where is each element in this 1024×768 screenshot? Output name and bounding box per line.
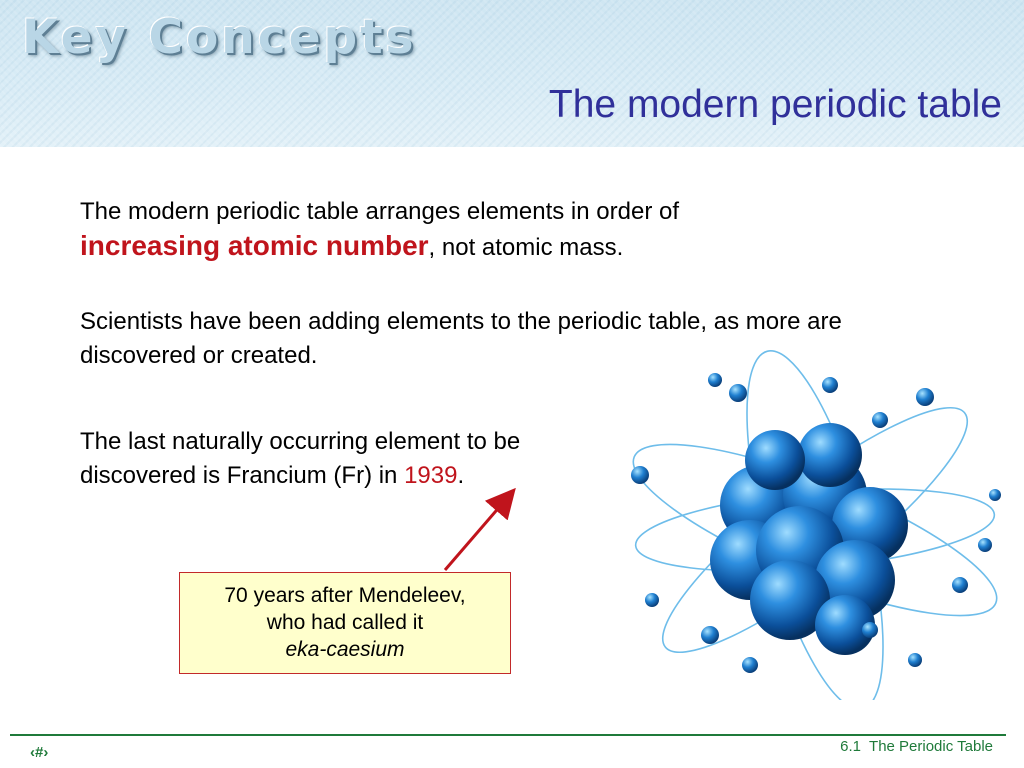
paragraph-text: The last naturally occurring element to be discovered is Francium (Fr) in [80,428,521,489]
footer-divider [10,734,1006,736]
atom-icon [600,345,1024,700]
paragraph-text: . [457,462,465,489]
paragraph-francium [80,425,620,493]
slide-title: The modern periodic table [548,83,1002,126]
callout-line-italic: eka-caesium [285,638,405,661]
paragraph-ordering [80,195,960,265]
footer-section-label: 6.1 The Periodic Table [840,738,993,755]
callout-line: 70 years after Mendeleev, [224,584,466,607]
section-title: Key Concepts [22,10,417,65]
callout-box [179,572,511,674]
highlight-phrase: increasing atomic number [80,230,429,261]
paragraph-text: Scientists have been adding elements to the periodic table, as more are discovered or created. [80,308,842,369]
callout-line: who had called it [266,611,424,634]
slide-number: ‹#› [30,744,49,761]
paragraph-text: , not atomic mass. [428,234,624,261]
year-highlight: 1939 [404,462,458,489]
paragraph-text: The modern periodic table arranges elements in order of [80,198,679,225]
header-banner [0,0,1024,147]
